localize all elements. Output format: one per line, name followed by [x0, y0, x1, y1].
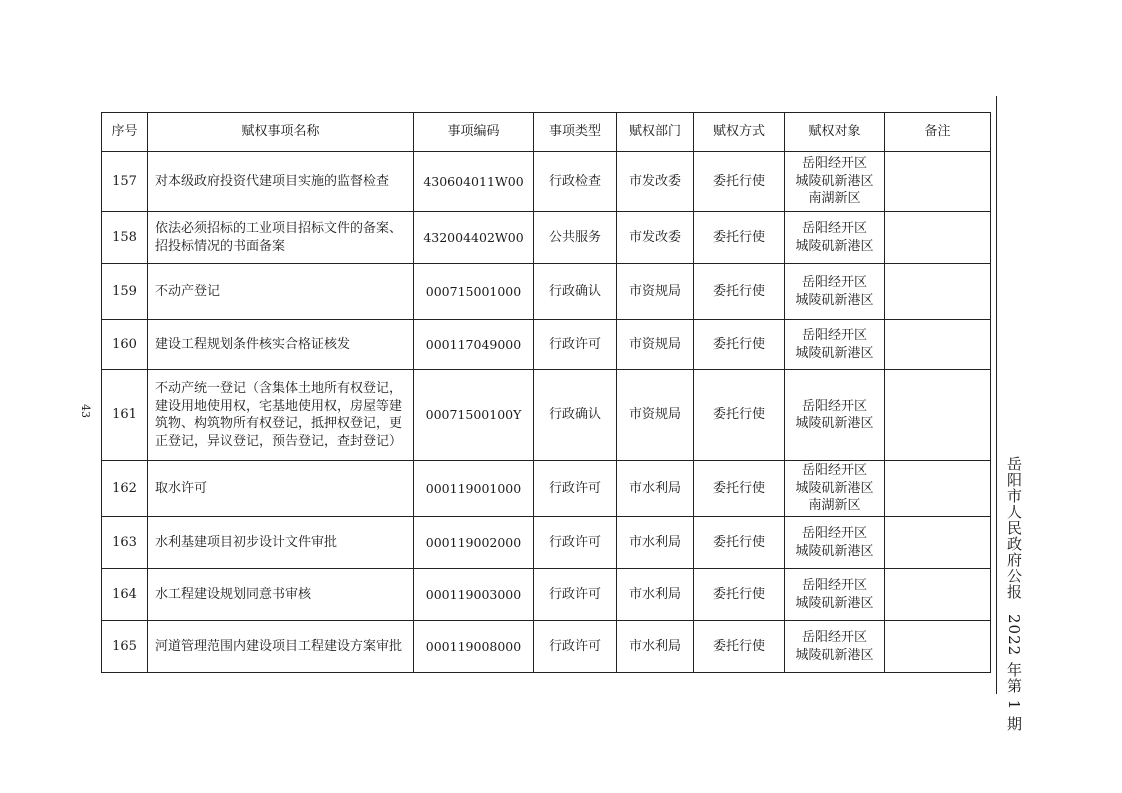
header-row: [102, 113, 991, 152]
target-item: 城陵矶新港区: [795, 480, 874, 496]
row-target: [785, 264, 885, 320]
row-code: 000117049000: [414, 320, 534, 370]
row-dept: 市发改委: [617, 212, 694, 264]
row-method: 委托行使: [694, 621, 785, 673]
running-header: [1004, 456, 1024, 732]
row-name: 不动产登记: [148, 264, 414, 320]
row-remarks: [885, 152, 991, 212]
target-item: 岳阳经开区: [801, 463, 867, 479]
row-remarks: [885, 370, 991, 461]
row-target: [785, 517, 885, 569]
row-name: 建设工程规划条件核实合格证核发: [148, 320, 414, 370]
table-row: [102, 212, 991, 264]
row-remarks: [885, 320, 991, 370]
row-seq: 158: [102, 212, 148, 264]
row-dept: 市资规局: [617, 320, 694, 370]
row-seq: 157: [102, 152, 148, 212]
row-type: 行政确认: [534, 370, 617, 461]
row-code: 430604011W00: [414, 152, 534, 212]
row-target: [785, 212, 885, 264]
row-target: [785, 370, 885, 461]
row-dept: 市水利局: [617, 461, 694, 517]
header-name: 赋权事项名称: [148, 113, 414, 152]
row-target: [785, 621, 885, 673]
row-dept: 市水利局: [617, 621, 694, 673]
publication-title: 岳阳市人民政府公报: [1005, 456, 1023, 600]
header-seq: 序号: [102, 113, 148, 152]
row-method: 委托行使: [694, 320, 785, 370]
target-item: 岳阳经开区: [801, 275, 867, 290]
header-dept: 赋权部门: [617, 113, 694, 152]
header-type: 事项类型: [534, 113, 617, 152]
row-dept: 市水利局: [617, 569, 694, 621]
row-dept: 市发改委: [617, 152, 694, 212]
row-target: [785, 569, 885, 621]
row-code: 000119001000: [414, 461, 534, 517]
row-dept: 市水利局: [617, 517, 694, 569]
row-name: 河道管理范围内建设项目工程建设方案审批: [148, 621, 414, 673]
row-code: 00071500100Y: [414, 370, 534, 461]
target-item: 岳阳经开区: [801, 630, 867, 645]
header-rule: [996, 96, 997, 694]
row-code: 000119008000: [414, 621, 534, 673]
row-code: 000715001000: [414, 264, 534, 320]
row-name: 水利基建项目初步设计文件审批: [148, 517, 414, 569]
row-target: [785, 320, 885, 370]
table-row: [102, 621, 991, 673]
row-type: 公共服务: [534, 212, 617, 264]
row-seq: 162: [102, 461, 148, 517]
header-remarks: 备注: [885, 113, 991, 152]
row-seq: 159: [102, 264, 148, 320]
header-code: 事项编码: [414, 113, 534, 152]
target-item: 岳阳经开区: [801, 221, 867, 236]
row-remarks: [885, 569, 991, 621]
row-remarks: [885, 264, 991, 320]
row-type: 行政许可: [534, 621, 617, 673]
row-dept: 市资规局: [617, 264, 694, 320]
row-method: 委托行使: [694, 569, 785, 621]
row-name: 水工程建设规划同意书审核: [148, 569, 414, 621]
row-code: 000119003000: [414, 569, 534, 621]
target-item: 城陵矶新港区: [795, 292, 874, 308]
target-item: 南湖新区: [808, 498, 861, 514]
row-type: 行政许可: [534, 569, 617, 621]
target-item: 城陵矶新港区: [795, 345, 874, 361]
rights-table: [101, 112, 991, 673]
row-name: 不动产统一登记（含集体土地所有权登记，建设用地使用权，宅基地使用权，房屋等建筑物、构筑物所有权登记，抵押权登记，更正登记，异议登记，预告登记，查封登记）: [148, 370, 414, 461]
target-item: 岳阳经开区: [801, 156, 867, 172]
row-name: 取水许可: [148, 461, 414, 517]
row-seq: 163: [102, 517, 148, 569]
row-code: 432004402W00: [414, 212, 534, 264]
row-remarks: [885, 621, 991, 673]
row-method: 委托行使: [694, 370, 785, 461]
table-row: [102, 569, 991, 621]
row-type: 行政许可: [534, 517, 617, 569]
target-item: 岳阳经开区: [801, 328, 867, 343]
target-item: 城陵矶新港区: [795, 543, 874, 559]
header-target: 赋权对象: [785, 113, 885, 152]
header-method: 赋权方式: [694, 113, 785, 152]
row-seq: 165: [102, 621, 148, 673]
row-seq: 161: [102, 370, 148, 461]
row-type: 行政确认: [534, 264, 617, 320]
row-dept: 市资规局: [617, 370, 694, 461]
issue-number: 2022 年第 1 期: [1005, 614, 1023, 733]
table-row: [102, 152, 991, 212]
row-method: 委托行使: [694, 264, 785, 320]
row-target: [785, 461, 885, 517]
row-remarks: [885, 517, 991, 569]
target-item: 岳阳经开区: [801, 578, 867, 593]
row-type: 行政许可: [534, 320, 617, 370]
target-item: 城陵矶新港区: [795, 595, 874, 611]
target-item: 城陵矶新港区: [795, 173, 874, 189]
target-item: 岳阳经开区: [801, 398, 867, 414]
row-remarks: [885, 212, 991, 264]
target-item: 岳阳经开区: [801, 526, 867, 541]
target-item: 城陵矶新港区: [795, 416, 874, 431]
table-row: [102, 320, 991, 370]
table-row: [102, 264, 991, 320]
row-method: 委托行使: [694, 152, 785, 212]
row-seq: 164: [102, 569, 148, 621]
row-name: 依法必须招标的工业项目招标文件的备案、招投标情况的书面备案: [148, 212, 414, 264]
target-item: 城陵矶新港区: [795, 238, 874, 254]
row-method: 委托行使: [694, 517, 785, 569]
row-seq: 160: [102, 320, 148, 370]
row-type: 行政许可: [534, 461, 617, 517]
row-code: 000119002000: [414, 517, 534, 569]
row-method: 委托行使: [694, 212, 785, 264]
row-method: 委托行使: [694, 461, 785, 517]
table-row: [102, 461, 991, 517]
page-number: 43: [79, 404, 92, 418]
table-row: [102, 370, 991, 461]
row-remarks: [885, 461, 991, 517]
target-item: 城陵矶新港区: [795, 647, 874, 663]
row-name: 对本级政府投资代建项目实施的监督检查: [148, 152, 414, 212]
row-target: [785, 152, 885, 212]
target-item: 南湖新区: [808, 191, 861, 207]
row-type: 行政检查: [534, 152, 617, 212]
table-row: [102, 517, 991, 569]
